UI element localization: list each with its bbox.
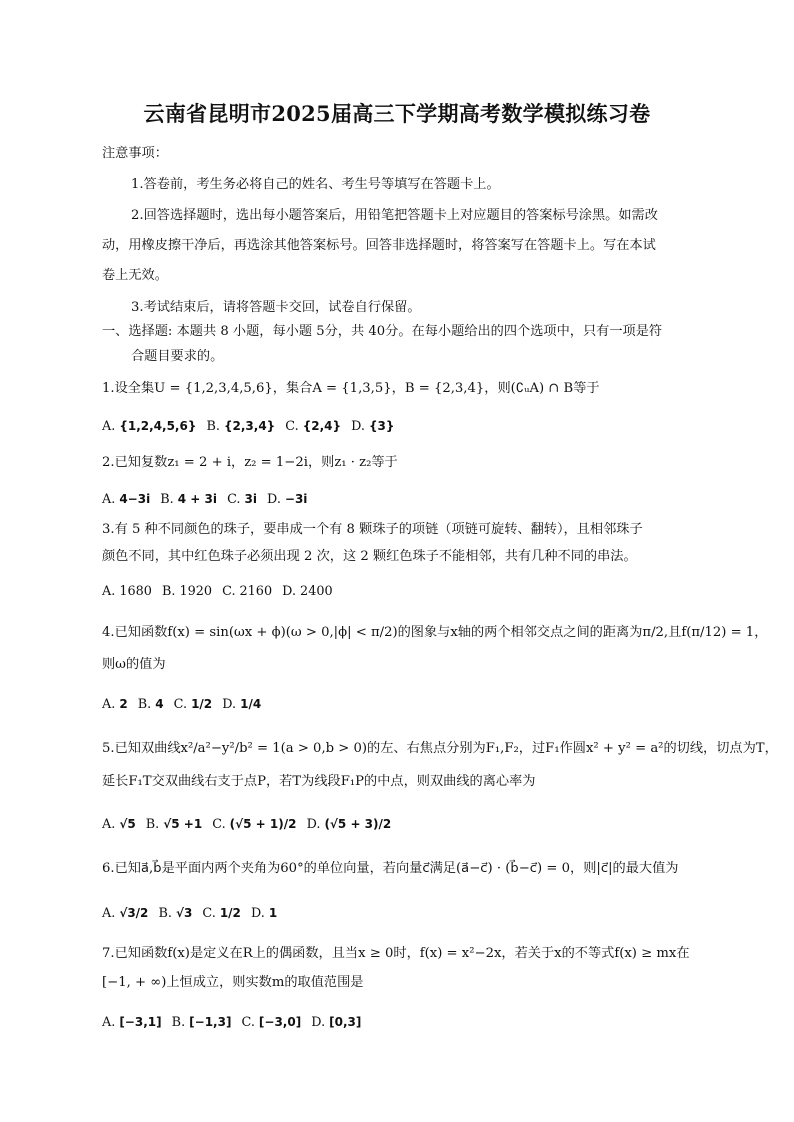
question-6-options: [102, 903, 283, 924]
notice-line-2: 2.回答选择题时，选出每小题答案后，用铅笔把答题卡上对应题目的答案标号涂黑。如需改: [131, 208, 658, 223]
option-c-label: C.: [241, 1015, 255, 1030]
option-c-label: C.: [212, 817, 226, 832]
option-a-label: A.: [102, 584, 116, 599]
option-a-label: A.: [102, 906, 116, 921]
question-2-stem: 2.已知复数z₁ = 2 + i，z₂ = 1−2i，则z₁ · z₂等于: [102, 455, 398, 470]
section-heading: 一、选择题: 本题共 8 小题，每小题 5分，共 40分。在每小题给出的四个选项中，只有一项是符: [102, 324, 663, 339]
option-b: 4 + 3i: [177, 492, 217, 506]
question-7-stem-cont: [−1, + ∞)上恒成立，则实数m的取值范围是: [102, 975, 364, 990]
option-a: 2: [119, 697, 128, 711]
question-4-stem: 4.已知函数f(x) = sin(ωx + ϕ)(ω > 0,|ϕ| < π/2)的图象与x轴的两个相邻交点之间的距离为π/2,且f(π/12) = 1，: [102, 625, 768, 640]
option-a: {1,2,4,5,6}: [119, 419, 197, 433]
question-4-stem-cont: 则ω的值为: [102, 657, 166, 672]
question-5-stem-cont: 延长F₁T交双曲线右支于点P，若T为线段F₁P的中点，则双曲线的离心率为: [102, 774, 536, 789]
question-7-stem: 7.已知函数f(x)是定义在R上的偶函数，且当x ≥ 0时，f(x) = x²−2x，若关于x的不等式f(x) ≥ mx在: [102, 946, 690, 961]
option-b-label: B.: [161, 584, 176, 599]
option-d: [0,3]: [329, 1015, 362, 1029]
option-d-label: D.: [250, 906, 265, 921]
option-a-label: A.: [102, 817, 116, 832]
option-b: 4: [155, 697, 164, 711]
option-d: 1: [268, 906, 278, 920]
option-a-label: A.: [102, 492, 116, 507]
section-heading-cont: 合题目要求的。: [131, 349, 224, 364]
notice-heading: 注意事项：: [102, 146, 168, 161]
option-c-label: C.: [285, 419, 299, 434]
option-d: 1/4: [240, 697, 262, 711]
option-d-label: D.: [282, 584, 297, 599]
option-b-label: B.: [137, 697, 152, 712]
option-a-label: A.: [102, 419, 116, 434]
question-3-stem: 3.有 5 种不同颜色的珠子，要串成一个有 8 颗珠子的项链（项链可旋转、翻转），且相邻珠子: [102, 522, 643, 537]
option-d-label: D.: [267, 492, 281, 507]
notice-line-3: 3.考试结束后，请将答题卡交回，试卷自行保留。: [131, 300, 421, 315]
option-c: 1/2: [191, 697, 213, 711]
option-b: √3: [175, 906, 193, 920]
option-b-label: B.: [171, 1015, 186, 1030]
option-b: {2,3,4}: [223, 419, 276, 433]
option-c: [−3,0]: [258, 1015, 302, 1029]
option-b: [−1,3]: [189, 1015, 232, 1029]
option-c-label: C.: [227, 492, 241, 507]
option-a: √5: [119, 817, 136, 831]
option-a: 4−3i: [119, 492, 151, 506]
option-d: −3i: [284, 492, 308, 506]
question-7-options: [102, 1012, 367, 1033]
option-a: [−3,1]: [119, 1015, 162, 1029]
option-b: √5 +1: [163, 817, 203, 831]
option-b-label: B.: [160, 492, 174, 507]
question-6-stem: 6.已知a⃗,b⃗是平面内两个夹角为60°的单位向量，若向量c⃗满足(a⃗−c⃗) · (b⃗−c⃗) = 0，则|c⃗|的最大值为: [102, 861, 679, 876]
option-d-label: D.: [351, 419, 365, 434]
question-5-stem: 5.已知双曲线x²/a²−y²/b² = 1(a > 0,b > 0)的左、右焦点分别为F₁,F₂，过F₁作圆x² + y² = a²的切线，切点为T，: [102, 741, 778, 756]
option-d-label: D.: [306, 817, 321, 832]
option-a: 1680: [119, 584, 152, 599]
option-d-label: D.: [222, 697, 237, 712]
question-3-stem-cont: 颜色不同，其中红色珠子必须出现 2 次，这 2 颗红色珠子不能相邻，共有几种不同的串法。: [102, 549, 637, 564]
option-c-label: C.: [173, 697, 188, 712]
option-a-label: A.: [102, 697, 116, 712]
option-c: (√5 + 1)/2: [229, 817, 297, 831]
option-d: 2400: [300, 584, 333, 599]
option-b: 1920: [179, 584, 213, 599]
option-b-label: B.: [206, 419, 220, 434]
option-b-label: B.: [145, 817, 160, 832]
notice-line-2-end: 卷上无效。: [102, 268, 168, 283]
option-d: {3}: [369, 419, 395, 433]
question-3-options: [102, 582, 339, 602]
option-d-label: D.: [311, 1015, 326, 1030]
question-1-options: [102, 416, 400, 437]
option-a: √3/2: [119, 906, 149, 920]
option-d: (√5 + 3)/2: [324, 817, 392, 831]
question-5-options: [102, 814, 397, 835]
page-title: 云南省昆明市2025届高三下学期高考数学模拟练习卷: [143, 101, 651, 126]
question-1-stem: 1.设全集U = {1,2,3,4,5,6}，集合A = {1,3,5}，B = {2,3,4}，则(∁ᵤA) ∩ B等于: [102, 381, 600, 396]
option-a-label: A.: [102, 1015, 116, 1030]
option-c: {2,4}: [302, 419, 342, 433]
option-c: 1/2: [219, 906, 241, 920]
option-c: 2160: [239, 584, 273, 599]
option-c: 3i: [244, 492, 257, 506]
option-b-label: B.: [158, 906, 172, 921]
notice-line-2-cont: 动，用橡皮擦干净后，再选涂其他答案标号。回答非选择题时，将答案写在答题卡上。写在本试: [102, 238, 656, 253]
question-4-options: [102, 694, 267, 715]
notice-line-1: 1.答卷前，考生务必将自己的姓名、考生号等填写在答题卡上。: [131, 177, 500, 192]
option-c-label: C.: [222, 584, 236, 599]
option-c-label: C.: [202, 906, 216, 921]
question-2-options: [102, 489, 313, 510]
